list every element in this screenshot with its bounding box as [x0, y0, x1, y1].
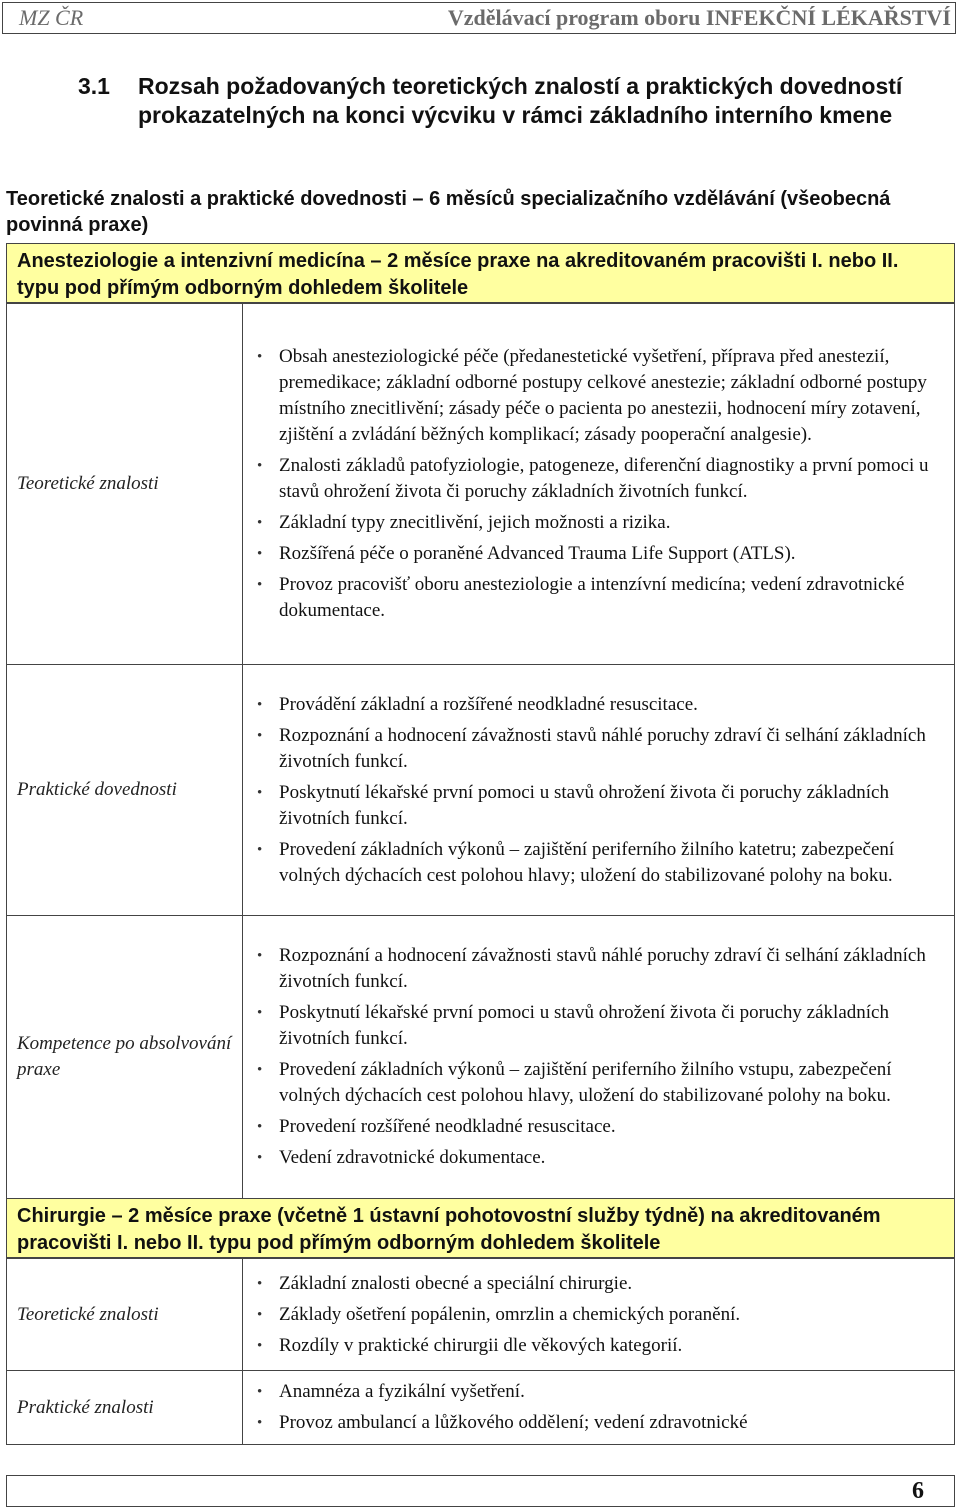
- list-item: • Znalosti základů patofyziologie, patogeneze, diferenční diagnostiky a první pomoci u stavů ohrožení života či poruchy základních životních funkcí.: [257, 455, 929, 502]
- bullet-icon: •: [257, 515, 263, 531]
- list-item: • Základy ošetření popálenin, omrzlin a chemických poranění.: [255, 1302, 948, 1328]
- row-content: [243, 1371, 955, 1445]
- row-label: Praktické dovednosti: [7, 665, 243, 916]
- bullet-icon: •: [257, 1306, 263, 1323]
- bullet-list: [255, 1271, 948, 1359]
- bullet-list: [255, 943, 948, 1171]
- header-right: Vzdělávací program oboru INFEKČNÍ LÉKAŘSTVÍ: [447, 5, 951, 30]
- bullet-list: [255, 344, 948, 624]
- bullet-icon: •: [257, 1005, 263, 1021]
- block1-title: Anesteziologie a intenzivní medicína – 2 měsíce praxe na akreditovaném pracovišti I. nebo II. typu pod přímým odborným dohledem školitele: [6, 243, 955, 303]
- list-item: • Základní znalosti obecné a speciální chirurgie.: [255, 1271, 948, 1297]
- block1-table: [6, 303, 955, 1199]
- row-content: [243, 304, 955, 665]
- bullet-icon: •: [257, 349, 263, 365]
- list-item: • Poskytnutí lékařské první pomoci u stavů ohrožení života či poruchy základních životních funkcí.: [257, 781, 889, 829]
- page-header: [2, 2, 956, 34]
- list-item: • Anamnéza a fyzikální vyšetření.: [255, 1379, 948, 1405]
- row-content: [243, 916, 955, 1199]
- bullet-icon: •: [257, 1062, 263, 1078]
- page-footer: [6, 1475, 955, 1507]
- bullet-icon: •: [257, 577, 263, 593]
- list-item: • Provedení základních výkonů – zajištění periferního žilního vstupu, zabezpečení volných dýchacích cest polohou hlavy, uložení do stabilizované polohy na boku.: [257, 1059, 892, 1106]
- bullet-icon: •: [257, 841, 263, 858]
- section-number: 3.1: [78, 73, 110, 99]
- table-row: [7, 304, 955, 665]
- row-label: Teoretické znalosti: [7, 304, 243, 665]
- list-item: • Základní typy znecitlivění, jejich možnosti a rizika.: [255, 510, 948, 536]
- bullet-icon: •: [257, 948, 263, 964]
- list-item: • Rozpoznání a hodnocení závažnosti stavů náhlé poruchy zdraví či selhání základních životních funkcí.: [257, 945, 926, 992]
- bullet-icon: •: [257, 1150, 263, 1166]
- block2-table: [6, 1258, 955, 1445]
- bullet-icon: •: [257, 1275, 263, 1292]
- table-row: [7, 665, 955, 916]
- list-item: • Provoz ambulancí a lůžkového oddělení; vedení zdravotnické: [255, 1410, 948, 1436]
- bullet-icon: •: [257, 1415, 263, 1431]
- list-item: • Provádění základní a rozšířené neodkladné resuscitace.: [255, 692, 948, 718]
- list-item: • Provedení rozšířené neodkladné resuscitace.: [255, 1114, 948, 1140]
- row-label: Teoretické znalosti: [7, 1259, 243, 1371]
- list-item: • Rozšířená péče o poraněné Advanced Trauma Life Support (ATLS).: [255, 541, 948, 567]
- table-row: [7, 1259, 955, 1371]
- bullet-list: [255, 692, 948, 889]
- list-item: • Poskytnutí lékařské první pomoci u stavů ohrožení života či poruchy základních životních funkcí.: [257, 1002, 889, 1049]
- bullet-list: [255, 1379, 948, 1436]
- table-row: [7, 916, 955, 1199]
- row-label: Kompetence po absolvování praxe: [7, 916, 243, 1199]
- row-label: Praktické znalosti: [7, 1371, 243, 1445]
- bullet-icon: •: [257, 727, 263, 744]
- header-left: MZ ČR: [19, 5, 84, 30]
- subheading: Teoretické znalosti a praktické dovednosti – 6 měsíců specializačního vzdělávání (všeobecná povinná praxe): [6, 188, 891, 236]
- bullet-icon: •: [257, 784, 263, 801]
- list-item: • Provoz pracovišť oboru anesteziologie a intenzívní medicína; vedení zdravotnické dokumentace.: [257, 574, 905, 621]
- row-content: [243, 1259, 955, 1371]
- section-title: Rozsah požadovaných teoretických znalostí a praktických dovedností prokazatelných na konci výcviku v rámci základního interního kmene: [138, 73, 903, 128]
- table-row: [7, 1371, 955, 1445]
- section-heading: [78, 72, 938, 130]
- bullet-icon: •: [257, 546, 263, 562]
- bullet-icon: •: [257, 1119, 263, 1135]
- list-item: • Rozpoznání a hodnocení závažnosti stavů náhlé poruchy zdraví či selhání základních životních funkcí.: [257, 724, 926, 772]
- list-item: • Obsah anesteziologické péče (předanestetické vyšetření, příprava před anestezií, premedikace; základní odborné postupy celkové anestezie; základní odborné postupy místního znecitlivění; zásady péče o pacienta po anestezii, hodnocení míry zotavení, zjištění a zvládání běžných komplikací; zásady pooperační analgesie).: [257, 346, 927, 445]
- bullet-icon: •: [257, 1337, 263, 1354]
- list-item: • Provedení základních výkonů – zajištění periferního žilního katetru; zabezpečení volných dýchacích cest polohou hlavy; uložení do stabilizované polohy na boku.: [257, 838, 895, 886]
- row-content: [243, 665, 955, 916]
- bullet-icon: •: [257, 696, 263, 713]
- bullet-icon: •: [257, 1384, 263, 1400]
- page-number: 6: [912, 1477, 924, 1504]
- bullet-icon: •: [257, 458, 263, 474]
- block2-title: Chirurgie – 2 měsíce praxe (včetně 1 ústavní pohotovostní služby týdně) na akreditovaném pracovišti I. nebo II. typu pod přímým odborným dohledem školitele: [6, 1198, 955, 1258]
- list-item: • Vedení zdravotnické dokumentace.: [255, 1145, 948, 1171]
- list-item: • Rozdíly v praktické chirurgii dle věkových kategorií.: [255, 1333, 948, 1359]
